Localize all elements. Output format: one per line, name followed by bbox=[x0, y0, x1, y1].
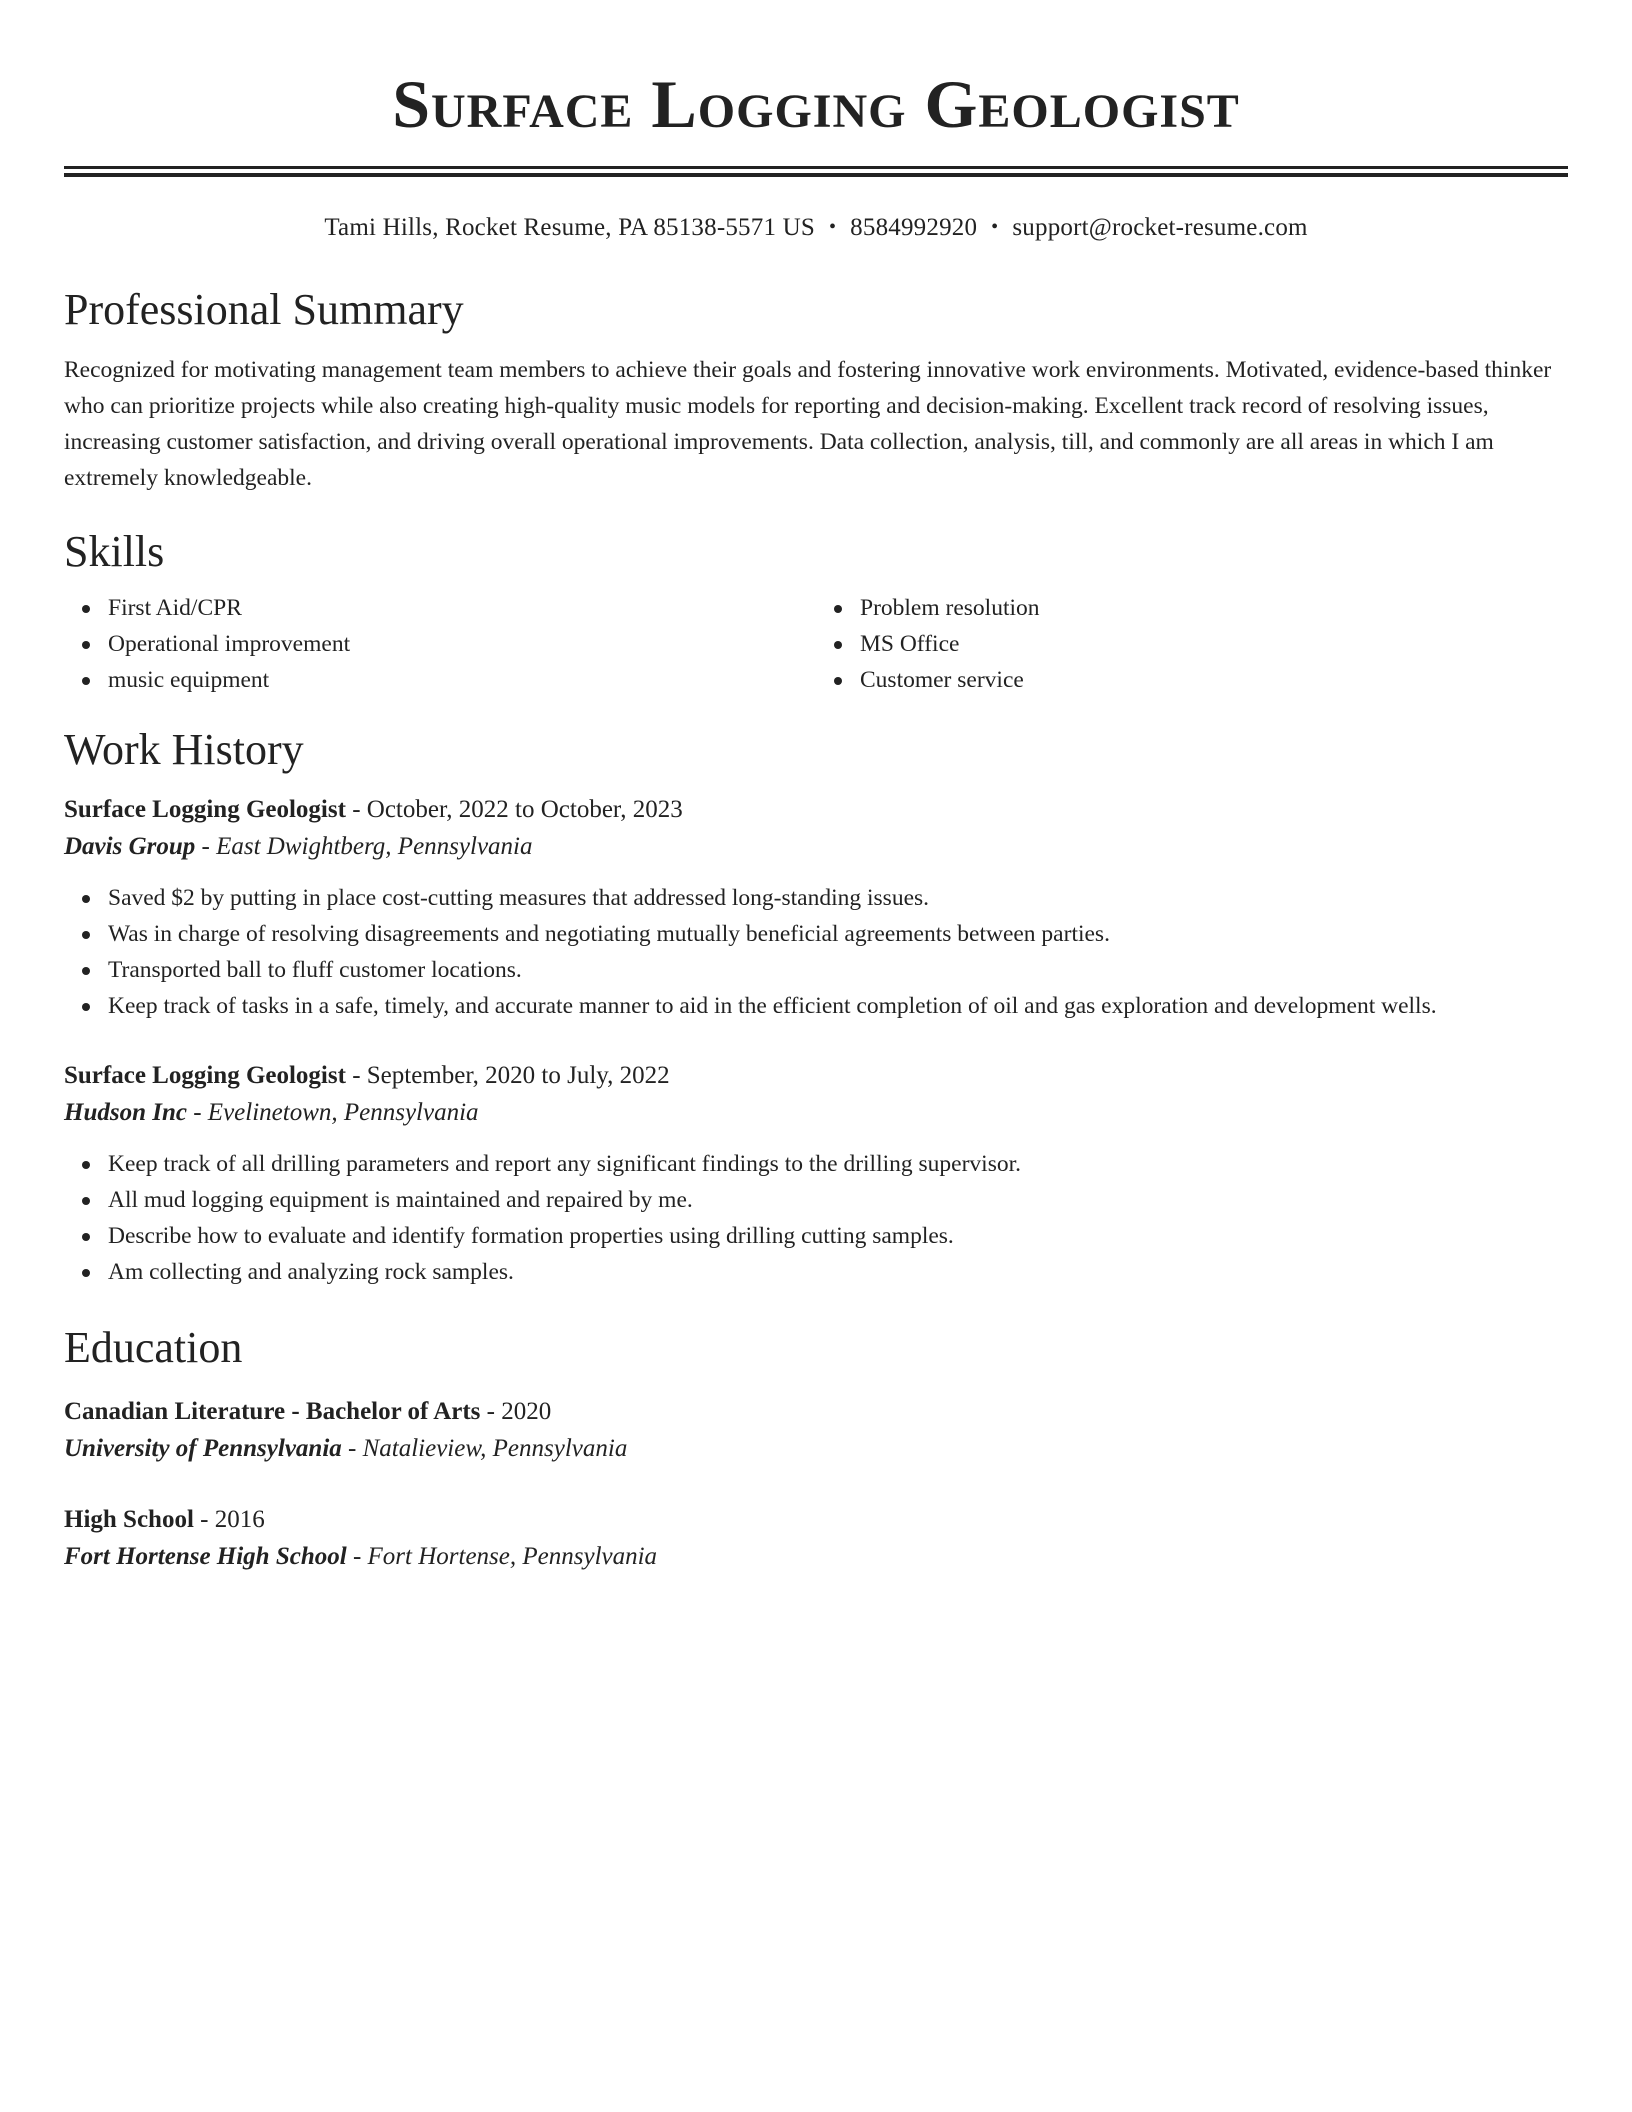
job-bullet: Am collecting and analyzing rock samples. bbox=[108, 1254, 1568, 1290]
job-dates: - September, 2020 to July, 2022 bbox=[345, 1062, 670, 1089]
job-title-line bbox=[64, 792, 1568, 828]
job-company: Davis Group bbox=[64, 833, 196, 860]
candidate-name: Surface Logging Geologist bbox=[392, 66, 1240, 142]
education-degree: Canadian Literature - Bachelor of Arts bbox=[64, 1398, 481, 1425]
contact-separator: • bbox=[991, 216, 999, 238]
education-degree: High School bbox=[64, 1506, 194, 1533]
education-degree-line bbox=[64, 1394, 1568, 1430]
job-bullet: Was in charge of resolving disagreements and negotiating mutually beneficial agreements between parties. bbox=[108, 916, 1568, 952]
summary-text: Recognized for motivating management team members to achieve their goals and fostering innovative work environments. Motivated, evidence-based thinker who can prioritize projects while also creating high-quality music models for reporting and decision-making. Excellent track record of resolving issues, increasing customer satisfaction, and driving overall operational improvements. Data collection, analysis, till, and commonly are all areas in which I am extremely knowledgeable. bbox=[64, 357, 1552, 491]
job-bullets bbox=[64, 1146, 1568, 1290]
skill-item: music equipment bbox=[108, 662, 816, 698]
education-school: Fort Hortense High School bbox=[64, 1543, 347, 1570]
education-school-line bbox=[64, 1430, 1568, 1468]
summary-heading: Professional Summary bbox=[64, 285, 464, 334]
skill-item: Problem resolution bbox=[860, 590, 1568, 626]
education-heading: Education bbox=[64, 1323, 243, 1372]
job-role: Surface Logging Geologist bbox=[64, 1062, 346, 1089]
work-history-heading: Work History bbox=[64, 725, 304, 774]
job-location: - Evelinetown, Pennsylvania bbox=[186, 1099, 479, 1126]
job-location: - East Dwightberg, Pennsylvania bbox=[195, 833, 533, 860]
contact-email[interactable]: support@rocket-resume.com bbox=[1012, 214, 1308, 241]
education-location: - Fort Hortense, Pennsylvania bbox=[346, 1543, 658, 1570]
education-school: University of Pennsylvania bbox=[64, 1435, 342, 1462]
skill-item: Customer service bbox=[860, 662, 1568, 698]
job-bullet: Keep track of tasks in a safe, timely, and accurate manner to aid in the efficient completion of oil and gas exploration and development wells. bbox=[108, 988, 1568, 1024]
job-dates: - October, 2022 to October, 2023 bbox=[345, 796, 683, 823]
skills-column-left bbox=[64, 590, 816, 698]
education-entry bbox=[64, 1394, 1568, 1468]
education-school-line bbox=[64, 1538, 1568, 1576]
job-bullet: All mud logging equipment is maintained and repaired by me. bbox=[108, 1182, 1568, 1218]
education-entry bbox=[64, 1502, 1568, 1576]
contact-phone[interactable]: 8584992920 bbox=[850, 214, 978, 241]
job-bullet: Keep track of all drilling parameters and report any significant findings to the drilling supervisor. bbox=[108, 1146, 1568, 1182]
job-bullet: Transported ball to fluff customer locations. bbox=[108, 952, 1568, 988]
contact-address: Tami Hills, Rocket Resume, PA 85138-5571 US bbox=[324, 214, 815, 241]
skill-item: MS Office bbox=[860, 626, 1568, 662]
skills-list bbox=[64, 590, 1568, 698]
job-title-line bbox=[64, 1058, 1568, 1094]
job-entry bbox=[64, 1058, 1568, 1290]
education-year: - 2020 bbox=[480, 1398, 552, 1425]
skills-column-right bbox=[816, 590, 1568, 698]
header-divider bbox=[64, 166, 1568, 177]
job-bullet: Saved $2 by putting in place cost-cutting measures that addressed long-standing issues. bbox=[108, 880, 1568, 916]
education-degree-line bbox=[64, 1502, 1568, 1538]
job-company-line bbox=[64, 1094, 1568, 1132]
job-role: Surface Logging Geologist bbox=[64, 796, 346, 823]
job-company-line bbox=[64, 828, 1568, 866]
contact-line bbox=[64, 211, 1568, 244]
job-entry bbox=[64, 792, 1568, 1024]
job-company: Hudson Inc bbox=[64, 1099, 187, 1126]
skill-item: Operational improvement bbox=[108, 626, 816, 662]
education-location: - Natalieview, Pennsylvania bbox=[341, 1435, 628, 1462]
education-year: - 2016 bbox=[193, 1506, 265, 1533]
job-bullet: Describe how to evaluate and identify formation properties using drilling cutting samples. bbox=[108, 1218, 1568, 1254]
contact-separator: • bbox=[828, 216, 837, 238]
skills-heading: Skills bbox=[64, 527, 165, 576]
job-bullets bbox=[64, 880, 1568, 1024]
skill-item: First Aid/CPR bbox=[108, 590, 816, 626]
